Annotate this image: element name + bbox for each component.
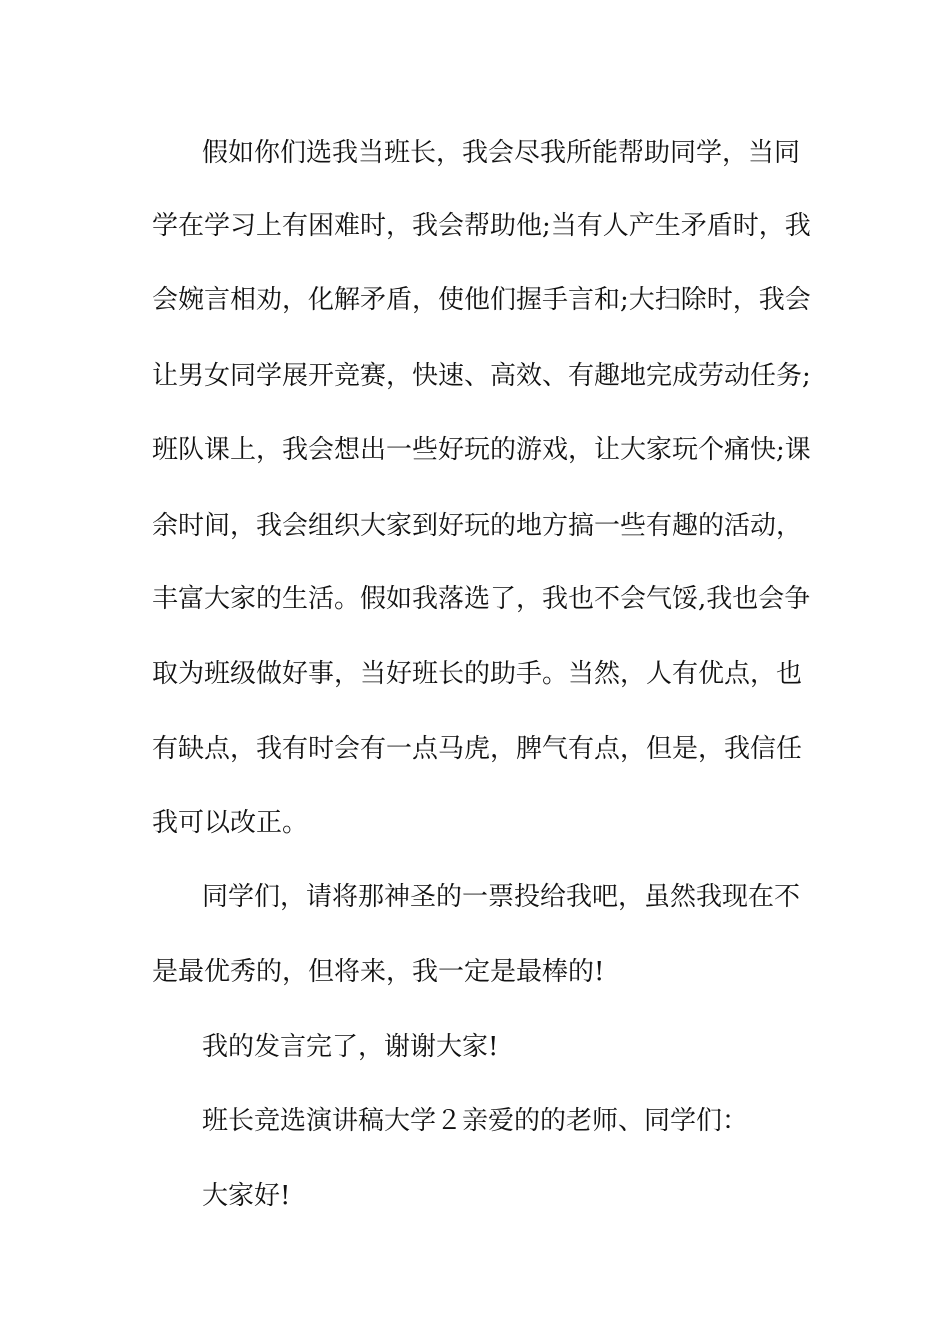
paragraph-1-line-8: 取为班级做好事，当好班长的助手。当然，人有优点，也 xyxy=(152,659,803,689)
greeting-line: 大家好! xyxy=(202,1181,291,1211)
paragraph-3: 我的发言完了，谢谢大家! xyxy=(202,1032,499,1062)
paragraph-1-line-5: 班队课上，我会想出一些好玩的游戏，让大家玩个痛快;课 xyxy=(152,435,811,465)
speech-title-line: 班长竞选演讲稿大学２亲爱的的老师、同学们： xyxy=(202,1106,749,1136)
paragraph-1-line-3: 会婉言相劝，化解矛盾，使他们握手言和;大扫除时，我会 xyxy=(152,285,811,315)
paragraph-2-line-1: 同学们，请将那神圣的一票投给我吧，虽然我现在不 xyxy=(202,882,801,912)
paragraph-1-line-2: 学在学习上有困难时，我会帮助他;当有人产生矛盾时，我 xyxy=(152,211,811,241)
paragraph-1-line-1: 假如你们选我当班长，我会尽我所能帮助同学，当同 xyxy=(202,138,801,168)
paragraph-1-line-10: 我可以改正。 xyxy=(152,808,309,838)
paragraph-1-line-6: 余时间，我会组织大家到好玩的地方搞一些有趣的活动， xyxy=(152,511,803,541)
paragraph-1-line-7: 丰富大家的生活。假如我落选了，我也不会气馁,我也会争 xyxy=(152,584,811,614)
paragraph-2-line-2: 是最优秀的，但将来，我一定是最棒的! xyxy=(152,957,605,987)
paragraph-1-line-9: 有缺点，我有时会有一点马虎，脾气有点，但是，我信任 xyxy=(152,734,803,764)
paragraph-1-line-4: 让男女同学展开竞赛，快速、高效、有趣地完成劳动任务; xyxy=(152,361,811,391)
